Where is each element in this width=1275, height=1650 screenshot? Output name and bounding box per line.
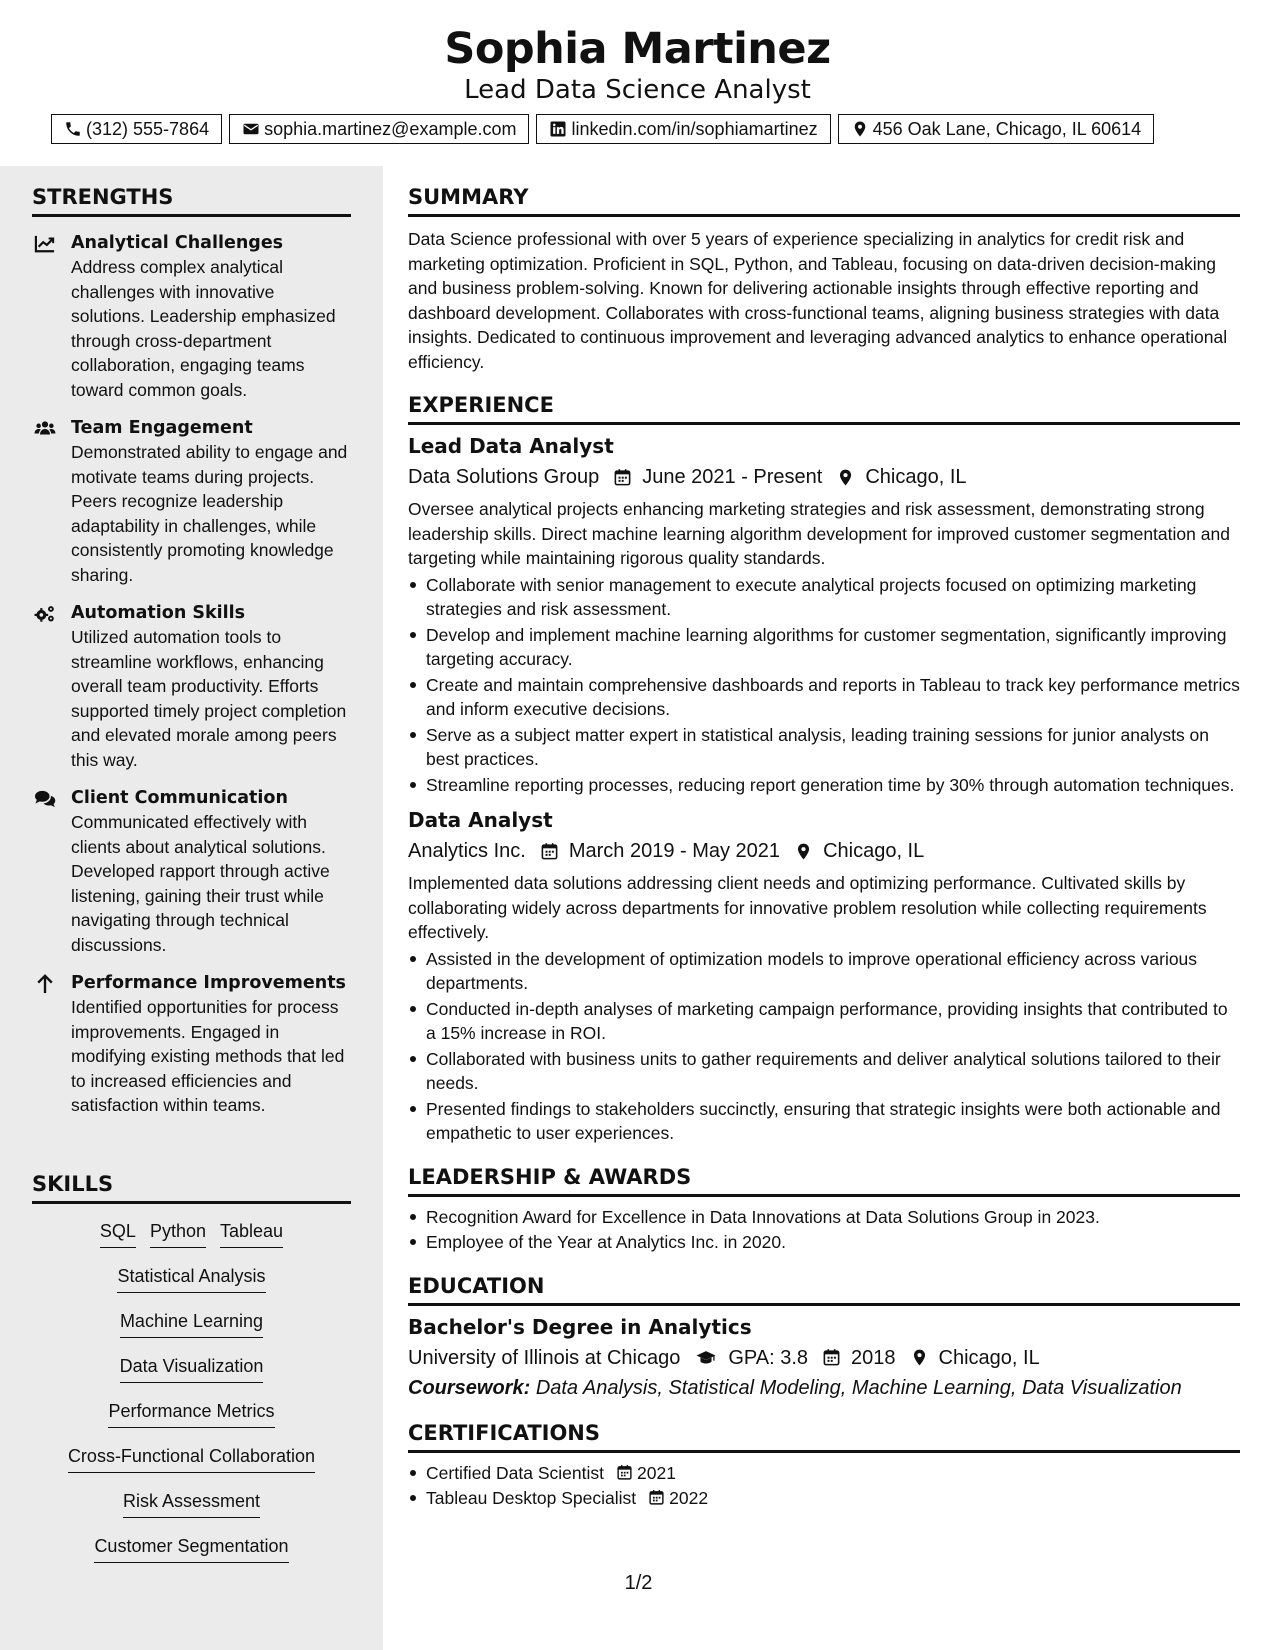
strength-item xyxy=(32,601,351,772)
cert-name: Certified Data Scientist xyxy=(426,1462,604,1483)
job-bullets xyxy=(408,947,1240,1146)
contact-linkedin-text: linkedin.com/in/sophiamartinez xyxy=(571,118,818,139)
calendar-icon xyxy=(613,468,632,487)
chart-line-icon xyxy=(34,234,56,254)
job-dates: March 2019 - May 2021 xyxy=(568,840,781,862)
skill-row xyxy=(32,1488,351,1533)
strength-item xyxy=(32,786,351,957)
leadership-heading: LEADERSHIP & AWARDS xyxy=(408,1146,1240,1197)
list-item: Create and maintain comprehensive dashboards and reports in Tableau to track key performance metrics and inform executive decisions. xyxy=(408,673,1240,722)
skill-tag: Tableau xyxy=(220,1218,283,1248)
calendar-icon xyxy=(540,842,559,861)
linkedin-icon xyxy=(549,120,567,138)
candidate-name: Sophia Martinez xyxy=(444,24,831,74)
list-item: Collaborated with business units to gather requirements and deliver analytical solutions tailored to their needs. xyxy=(408,1047,1240,1096)
candidate-role: Lead Data Science Analyst xyxy=(464,75,811,105)
list-item xyxy=(408,1486,1240,1511)
list-item: Employee of the Year at Analytics Inc. in 2020. xyxy=(408,1230,1240,1255)
envelope-icon xyxy=(242,120,260,138)
leadership-list xyxy=(408,1205,1240,1255)
skill-row xyxy=(32,1308,351,1353)
skill-row xyxy=(32,1353,351,1398)
graduation-cap-icon xyxy=(694,1348,718,1367)
experience-section xyxy=(408,374,1240,1146)
calendar-icon xyxy=(616,1464,633,1481)
strength-title: Performance Improvements xyxy=(71,973,346,993)
strength-item xyxy=(32,971,351,1118)
summary-section xyxy=(408,166,1240,374)
page-number-label: 1/2 xyxy=(624,1572,653,1594)
skill-row xyxy=(32,1398,351,1443)
summary-heading: SUMMARY xyxy=(408,166,1240,217)
users-icon xyxy=(34,419,56,439)
list-item: Serve as a subject matter expert in statistical analysis, leading training sessions for junior analysts on best practices. xyxy=(408,723,1240,772)
map-pin-icon xyxy=(851,120,869,138)
skill-tag: Statistical Analysis xyxy=(117,1263,265,1293)
job-entry xyxy=(408,433,1240,797)
skill-tag: Performance Metrics xyxy=(108,1398,274,1428)
sidebar xyxy=(0,166,383,1650)
job-summary: Oversee analytical projects enhancing marketing strategies and risk assessment, demonstrating strong leadership skills. Direct machine learning algorithm development for improved customer segmentation and targeting while maintaining rigorous quality standards. xyxy=(408,499,1230,568)
contact-phone-text: (312) 555-7864 xyxy=(86,118,210,139)
strength-title: Automation Skills xyxy=(71,603,246,623)
certifications-list xyxy=(408,1461,1240,1511)
arrow-up-icon xyxy=(34,974,56,994)
skill-tag: SQL xyxy=(100,1218,136,1248)
leadership-section xyxy=(408,1146,1240,1255)
strength-desc: Demonstrated ability to engage and motivate teams during projects. Peers recognize leadership adaptability in challenges, while consistently promoting knowledge sharing. xyxy=(71,442,348,585)
skill-tag: Cross-Functional Collaboration xyxy=(68,1443,315,1473)
map-pin-icon xyxy=(836,468,855,487)
gpa: GPA: 3.8 xyxy=(728,1346,809,1369)
contact-email-text: sophia.martinez@example.com xyxy=(264,118,517,139)
skill-row xyxy=(32,1443,351,1488)
job-company: Data Solutions Group xyxy=(408,466,600,488)
cert-name: Tableau Desktop Specialist xyxy=(426,1488,637,1508)
skill-row xyxy=(32,1263,351,1308)
list-item: Conducted in-depth analyses of marketing campaign performance, providing insights that contributed to a 15% increase in ROI. xyxy=(408,997,1240,1046)
job-dates: June 2021 - Present xyxy=(642,466,823,488)
resume-header xyxy=(0,0,1275,166)
education-meta xyxy=(408,1344,1240,1372)
job-company: Analytics Inc. xyxy=(408,840,526,862)
skill-tag: Data Visualization xyxy=(120,1353,264,1383)
strength-title: Team Engagement xyxy=(71,418,253,438)
map-pin-icon xyxy=(794,842,813,861)
skills-heading: SKILLS xyxy=(32,1153,351,1204)
coursework-list: Data Analysis, Statistical Modeling, Machine Learning, Data Visualization xyxy=(535,1376,1182,1399)
list-item: Collaborate with senior management to execute analytical projects focused on optimizing marketing strategies and risk assessment. xyxy=(408,573,1240,622)
calendar-icon xyxy=(648,1489,665,1506)
strength-item xyxy=(32,416,351,587)
main-column xyxy=(408,166,1240,1511)
contact-linkedin[interactable] xyxy=(536,114,830,144)
job-title: Data Analyst xyxy=(408,808,553,832)
cogs-icon xyxy=(34,604,56,624)
experience-heading: EXPERIENCE xyxy=(408,374,1240,425)
phone-icon xyxy=(64,120,82,138)
strength-desc: Utilized automation tools to streamline workflows, enhancing overall team productivity. Efforts supported timely project completion and elevated morale among peers this way. xyxy=(71,627,347,770)
list-item: Assisted in the development of optimization models to improve operational efficiency across various departments. xyxy=(408,947,1240,996)
school-name: University of Illinois at Chicago xyxy=(408,1346,681,1369)
contact-bar xyxy=(51,114,1154,144)
skill-tag: Python xyxy=(150,1218,206,1248)
skills-section xyxy=(32,1153,351,1578)
contact-email[interactable] xyxy=(229,114,529,144)
skill-tag: Customer Segmentation xyxy=(94,1533,288,1563)
summary-text: Data Science professional with over 5 years of experience specializing in analytics for credit risk and marketing optimization. Proficient in SQL, Python, and Tableau, focusing on data-driven decision-making and business problem-solving. Known for delivering actionable insights through effective reporting and dashboard development. Collaborates with cross-functional teams, aligning business strategies with data insights. Dedicated to continuous improvement and leveraging advanced analytics to enhance operational efficiency. xyxy=(408,229,1228,372)
list-item: Streamline reporting processes, reducing report generation time by 30% through automation techniques. xyxy=(408,773,1240,798)
skills-list xyxy=(32,1218,351,1578)
list-item: Develop and implement machine learning algorithms for customer segmentation, significantly improving targeting accuracy. xyxy=(408,623,1240,672)
list-item: Recognition Award for Excellence in Data Innovations at Data Solutions Group in 2023. xyxy=(408,1205,1240,1230)
strength-title: Analytical Challenges xyxy=(71,233,284,253)
cert-year: 2021 xyxy=(637,1462,676,1483)
coursework xyxy=(408,1374,1240,1402)
page-number xyxy=(0,1572,1275,1595)
list-item xyxy=(408,1461,1240,1486)
calendar-icon xyxy=(822,1348,841,1367)
job-entry xyxy=(408,807,1240,1146)
job-location: Chicago, IL xyxy=(865,466,967,488)
job-bullets xyxy=(408,573,1240,798)
strength-desc: Identified opportunities for process improvements. Engaged in modifying existing methods that led to increased efficiencies and satisfaction within teams. xyxy=(71,997,345,1115)
comments-icon xyxy=(34,789,56,809)
coursework-label: Coursework: xyxy=(408,1376,531,1399)
job-summary: Implemented data solutions addressing client needs and optimizing performance. Cultivated skills by collaborating widely across departments for innovative problem resolution while collecting requirements effectively. xyxy=(408,873,1207,942)
school-location: Chicago, IL xyxy=(938,1346,1040,1369)
job-meta xyxy=(408,463,1240,491)
strength-desc: Communicated effectively with clients about analytical solutions. Developed rapport through active listening, gaining their trust while navigating through technical discussions. xyxy=(71,812,330,955)
skill-tag: Risk Assessment xyxy=(123,1488,260,1518)
education-heading: EDUCATION xyxy=(408,1255,1240,1306)
list-item: Presented findings to stakeholders succinctly, ensuring that strategic insights were both actionable and empathetic to user experiences. xyxy=(408,1097,1240,1146)
map-pin-icon xyxy=(910,1348,929,1367)
education-section xyxy=(408,1255,1240,1402)
contact-address-text: 456 Oak Lane, Chicago, IL 60614 xyxy=(872,118,1142,139)
skill-tag: Machine Learning xyxy=(120,1308,263,1338)
graduation-year: 2018 xyxy=(851,1346,896,1369)
skill-row xyxy=(32,1218,351,1263)
strength-desc: Address complex analytical challenges with innovative solutions. Leadership emphasized through cross-department collaboration, engaging teams toward common goals. xyxy=(71,257,336,400)
certifications-section xyxy=(408,1402,1240,1511)
strength-item xyxy=(32,231,351,402)
contact-address[interactable] xyxy=(838,114,1155,144)
job-meta xyxy=(408,837,1240,865)
contact-phone[interactable] xyxy=(51,114,222,144)
job-location: Chicago, IL xyxy=(823,840,925,862)
strengths-heading: STRENGTHS xyxy=(32,166,351,217)
cert-year: 2022 xyxy=(669,1488,709,1508)
strength-title: Client Communication xyxy=(71,788,288,808)
strengths-section xyxy=(32,166,351,1118)
job-title: Lead Data Analyst xyxy=(408,434,614,458)
certifications-heading: CERTIFICATIONS xyxy=(408,1402,1240,1453)
degree-title: Bachelor's Degree in Analytics xyxy=(408,1314,752,1339)
